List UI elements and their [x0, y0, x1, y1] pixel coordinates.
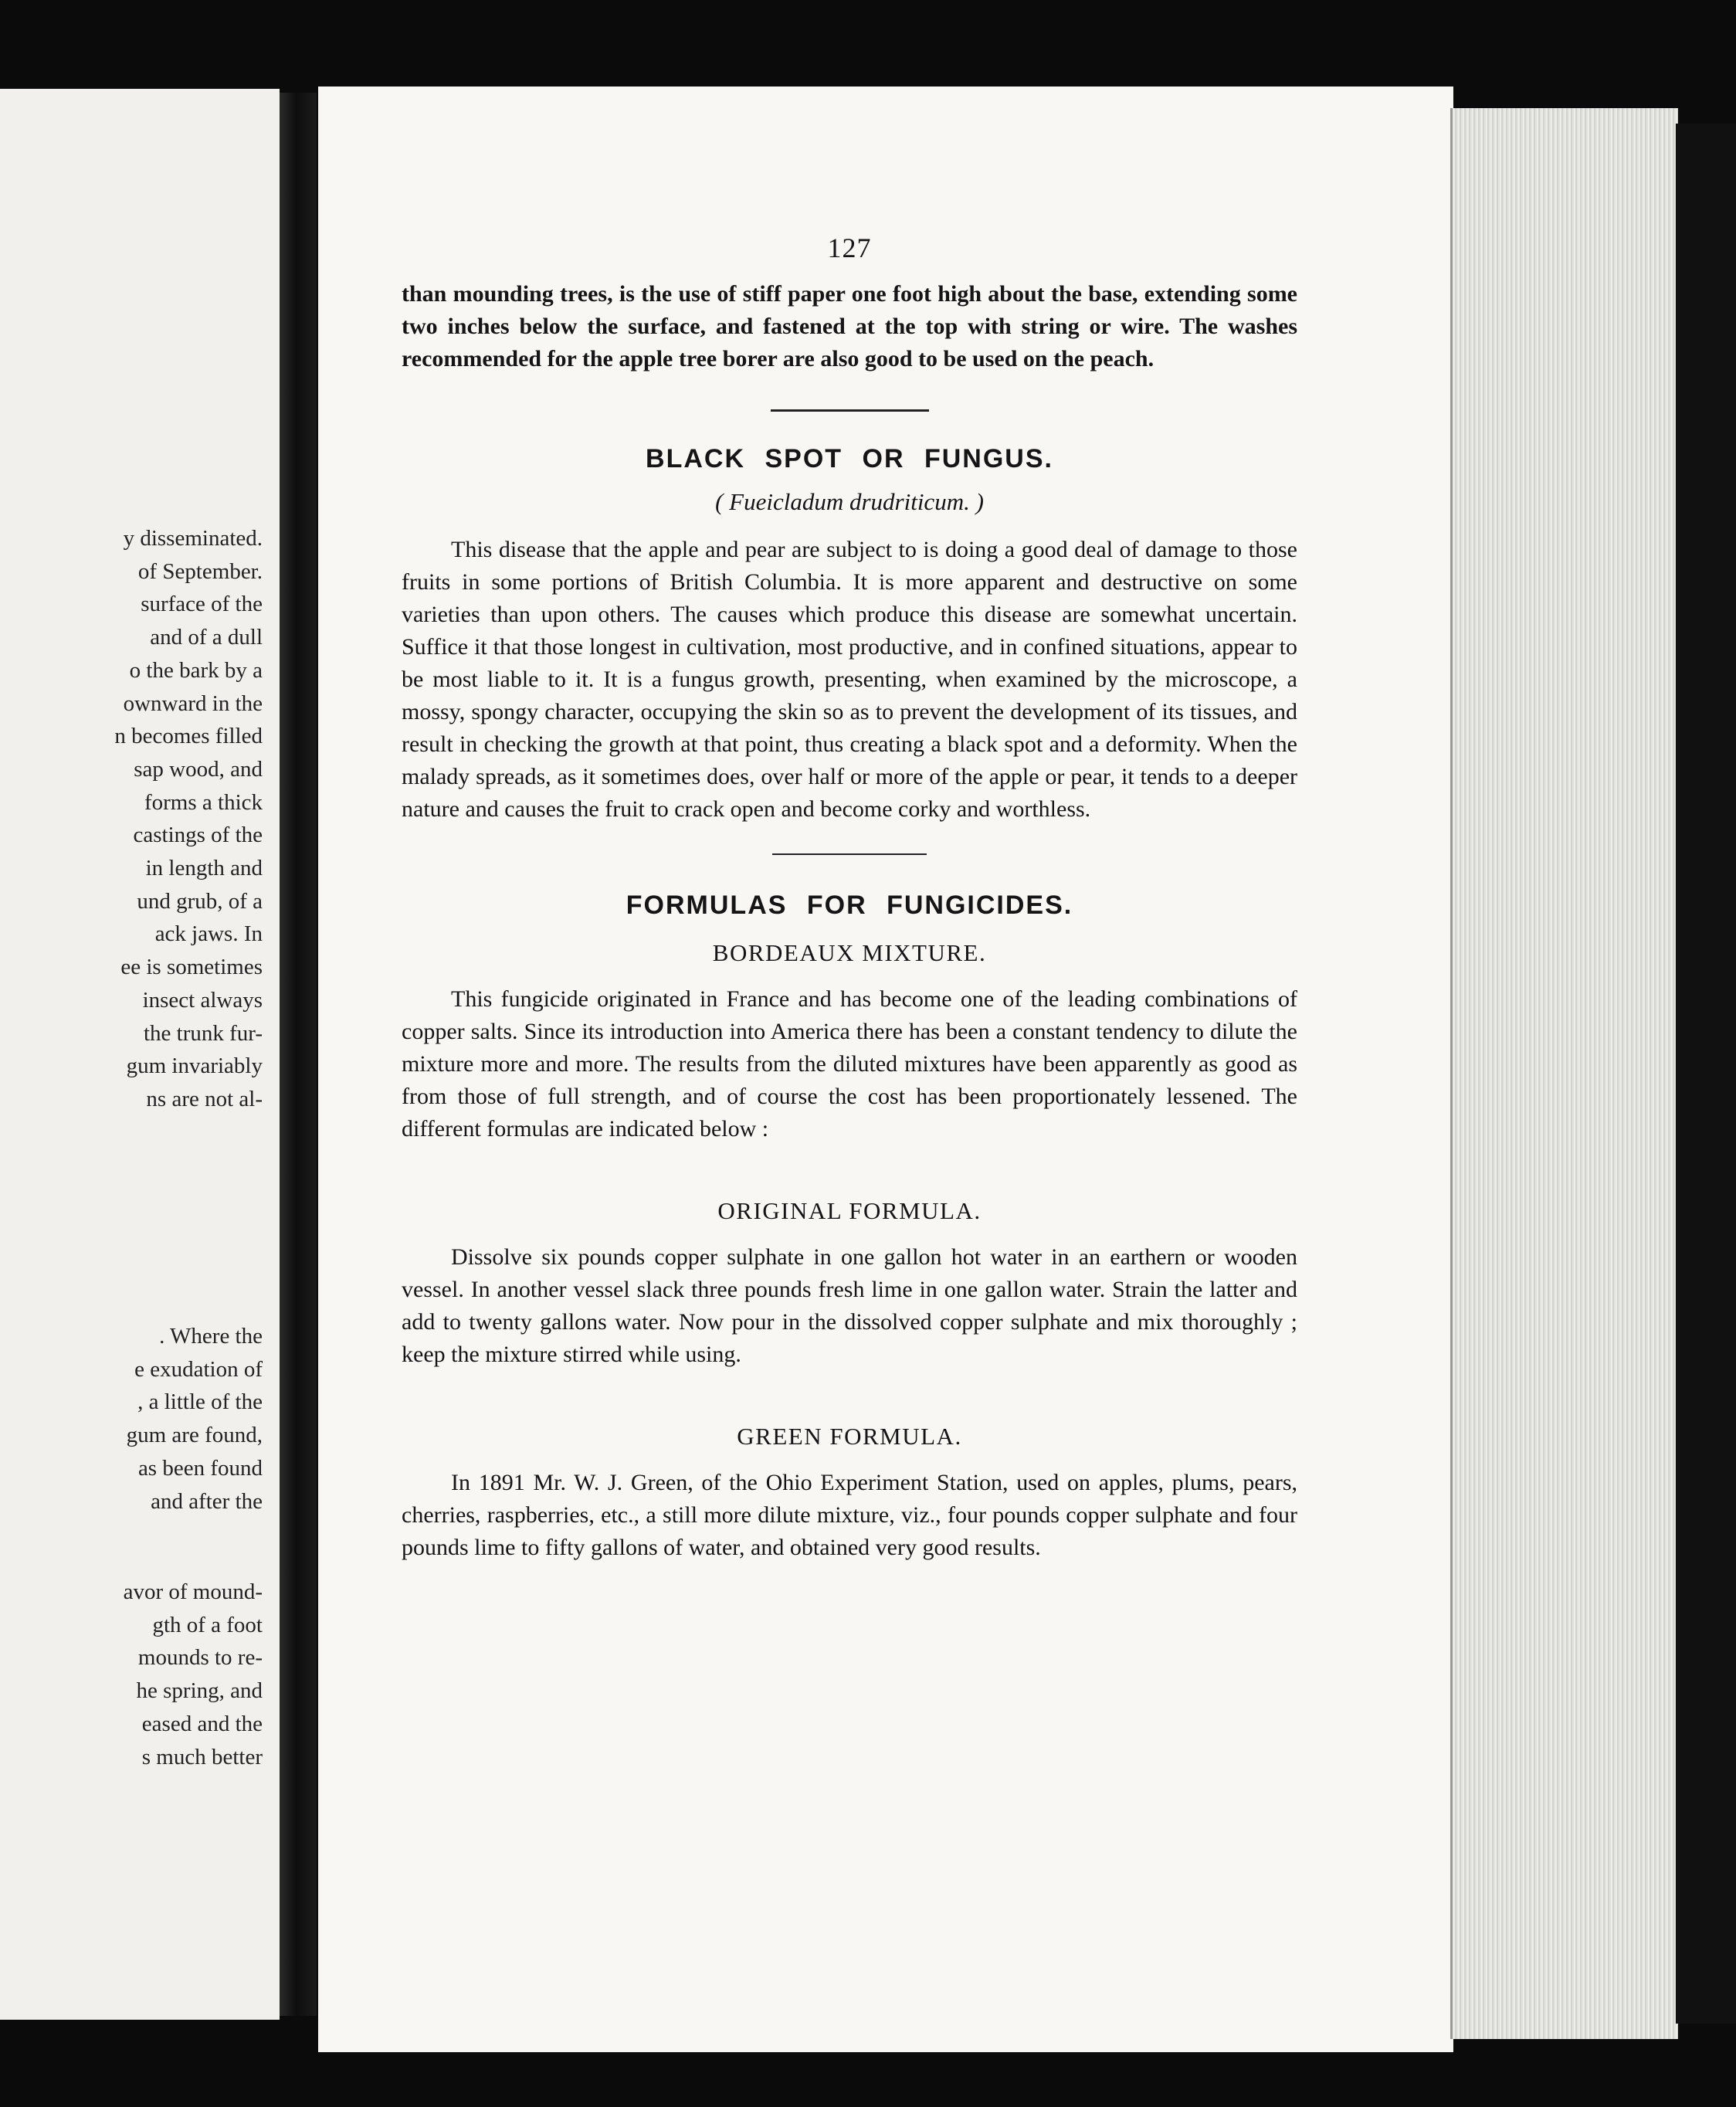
left-page-line: forms a thick [144, 789, 263, 815]
left-page-line: . Where the [159, 1324, 263, 1349]
left-page-line: ack jaws. In [154, 921, 263, 947]
black-spot-heading: BLACK SPOT OR FUNGUS. [646, 444, 1053, 473]
left-page-line: s much better [141, 1744, 263, 1769]
section-divider [772, 853, 927, 855]
left-page-line: surface of the [141, 592, 263, 617]
left-page-line: y disseminated. [123, 526, 263, 551]
left-page-line: he spring, and [136, 1678, 263, 1704]
green-formula-heading: GREEN FORMULA. [737, 1423, 962, 1450]
page-edges [1450, 108, 1678, 2039]
page-number: 127 [827, 232, 872, 263]
left-page-line: mounds to re- [137, 1645, 263, 1671]
section-divider [771, 409, 929, 412]
black-spot-paragraph: This disease that the apple and pear are subject to is doing a good deal of damage to those fruits in some portions of British Columbia. It is more apparent and destructive on some varieties than upon others. The causes which produce this disease are somewhat uncertain. Suffice it that those longest in cultivation, most productive, and in confined situations, appear to be most liable to it. It is a fungus growth, presenting, when examined by the microscope, a mossy, spongy character, occupying the skin so as to prevent the development of its tissues, and result in checking the growth at that point, thus creating a black spot and a deformity. When the malady spreads, as it sometimes does, over half or more of the apple or pear, it tends to a deeper nature and causes the fruit to crack open and become corky and worthless. [402, 537, 1297, 822]
left-page-line: sap wood, and [134, 756, 263, 782]
left-page-line: and of a dull [150, 625, 263, 650]
intro-paragraph: than mounding trees, is the use of stiff paper one foot high about the base, extending some two inches below the surface, and fastened at the top with string or wire. The washes recommended for the apple tree borer are also good to be used on the peach. [402, 281, 1297, 372]
black-spot-latin-name: ( Fueicladum drudriticum. ) [715, 488, 984, 515]
left-page-line: the trunk fur- [143, 1020, 263, 1046]
left-page-line: e exudation of [134, 1356, 263, 1382]
left-page-line: in length and [145, 856, 263, 881]
left-page-line: as been found [137, 1455, 263, 1481]
left-page-line: and after the [151, 1488, 263, 1514]
left-page-line: gth of a foot [152, 1612, 263, 1637]
left-page-text-block-2 [0, 1320, 263, 1518]
left-page-line: of September. [137, 558, 263, 584]
left-page-line: gum invariably [126, 1054, 263, 1079]
formulas-heading: FORMULAS FOR FUNGICIDES. [626, 891, 1073, 920]
left-page-text-block-1 [0, 522, 263, 1116]
left-page-line: und grub, of a [137, 888, 263, 914]
left-page-line: o the bark by a [129, 657, 263, 683]
page-content [402, 232, 1297, 1564]
original-formula-paragraph: Dissolve six pounds copper sulphate in one gallon hot water in an earthern or wooden vessel. In another vessel slack three pounds fresh lime in one gallon water. Strain the latter and add to twenty gallons water. Now pour in the dissolved copper sulphate and mix thoroughly ; keep the mixture stirred while using. [402, 1244, 1297, 1367]
bordeaux-heading: BORDEAUX MIXTURE. [712, 939, 987, 966]
left-page-line: ownward in the [123, 690, 263, 716]
left-page-line: insect always [142, 987, 263, 1013]
left-page-text-block-3 [0, 1576, 263, 1773]
left-page-line: eased and the [141, 1711, 263, 1736]
bordeaux-paragraph: This fungicide originated in France and has become one of the leading combinations of copper salts. Since its introduction into America there has been a constant tendency to dilute the mixture more and more. The results from the diluted mixtures have been apparently as good as from those of full strength, and of course the cost has been proportionately lessened. The different formulas are indicated below : [402, 986, 1297, 1142]
original-formula-heading: ORIGINAL FORMULA. [717, 1197, 982, 1224]
left-page-line: ee is sometimes [120, 955, 263, 980]
left-page-line: castings of the [133, 823, 263, 848]
left-page-line: ns are not al- [146, 1086, 263, 1111]
background-edge [1676, 124, 1736, 2024]
green-formula-paragraph: In 1891 Mr. W. J. Green, of the Ohio Experiment Station, used on apples, plums, pears, cherries, raspberries, etc., a still more dilute mixture, viz., four pounds copper sulphate and four pounds lime to fifty gallons of water, and obtained very good results. [402, 1470, 1297, 1560]
left-page-line: , a little of the [137, 1389, 263, 1415]
left-page-line: gum are found, [126, 1423, 263, 1448]
left-page-line: n becomes filled [114, 724, 263, 749]
book-gutter [280, 93, 317, 2016]
left-page-line: avor of mound- [123, 1579, 263, 1604]
